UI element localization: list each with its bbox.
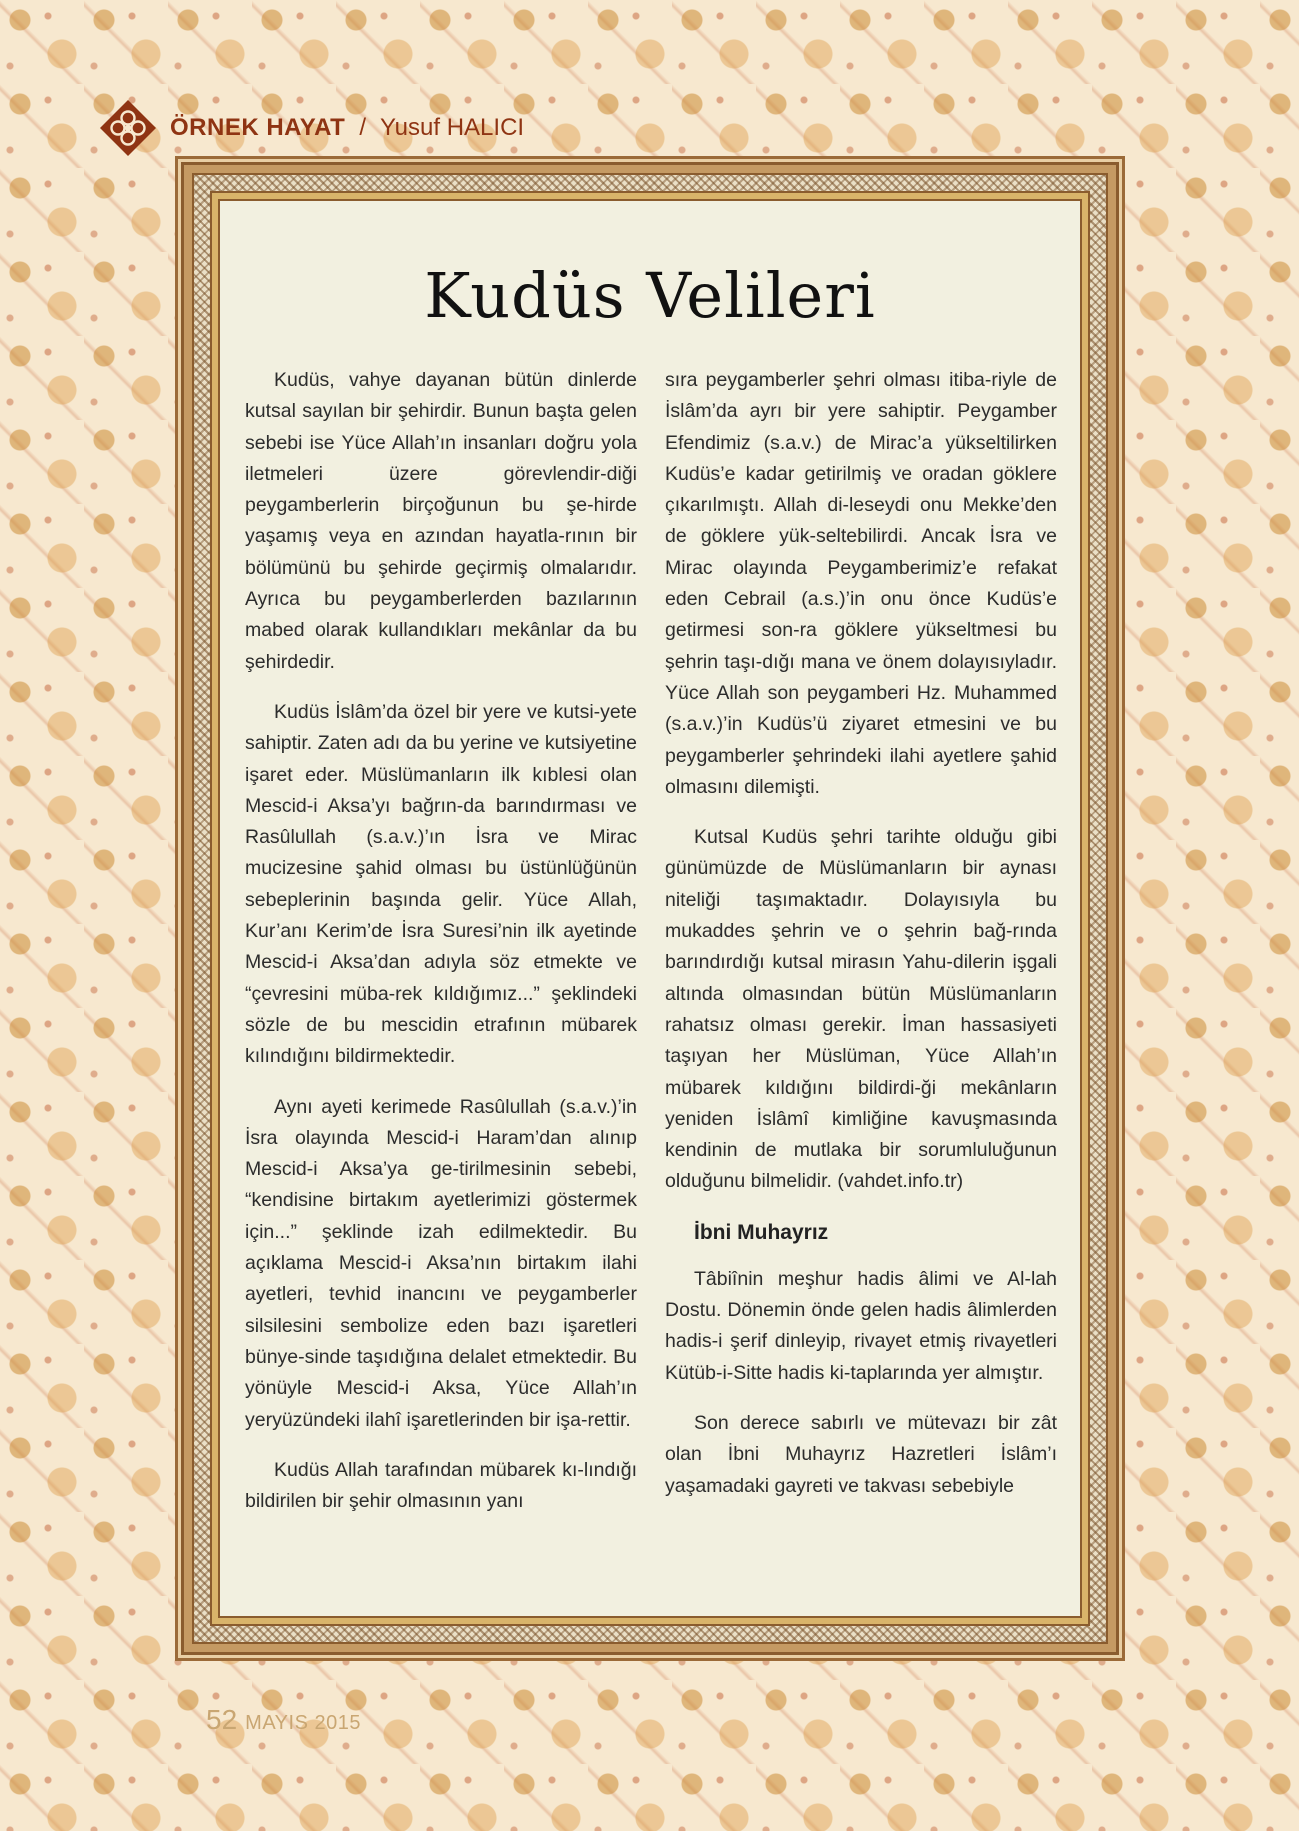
paragraph: Aynı ayeti kerimede Rasûlullah (s.a.v.)’in İsra olayında Mescid-i Haram’dan alınıp Mescid-i Aksa’ya ge-tirilmesinin sebebi, “kendisine birtakım ayetlerimizi göstermek için...” şeklinde izah edilmektedir. Bu açıklama Mescid-i Aksa’nın birtakım ilahi ayetleri, tevhid inancını ve peygamberler silsilesini sembolize eden bazı işaretleri bünye-sinde taşıdığına delalet etmektedir. Bu yönüyle Mescid-i Aksa, Yüce Allah’ın yeryüzündeki ilahî işaretlerinden bir işa-rettir. <box>245 1095 637 1431</box>
issue-date: MAYIS 2015 <box>245 1712 361 1734</box>
paragraph: Kudüs, vahye dayanan bütün dinlerde kutsal sayılan bir şehirdir. Bunun başta gelen sebebi ise Yüce Allah’ın insanları doğru yola iletmeleri üzere görevlendir-diği peygamberlerin birçoğunun bu şe-hirde yaşamış veya en azından hayatla-rının bir bölümünü bu şehirde geçirmiş olmalarıdır. Ayrıca bu peygamberlerden bazılarının mabed olarak kullandıkları mekânlar da bu şehirdedir. <box>245 369 637 673</box>
paragraph: Kudüs İslâm’da özel bir yere ve kutsi-yete sahiptir. Zaten adı da bu yerine ve kutsiyetine işaret eder. Müslümanların ilk kıblesi olan Mescid-i Aksa’yı bağrın-da barındırması ve Rasûlullah (s.a.v.)’ın İsra ve Mirac mucizesine şahid olması bu üstünlüğünün sebeplerinin başında gelir. Yüce Allah, Kur’anı Kerim’de İsra Suresi’nin ilk ayetinde Mescid-i Aksa’dan adıyla söz etmekte ve “çevresini müba-rek kıldığımız...” şeklindeki sözle de bu mescidin etrafının mübarek kılındığını bildirmektedir. <box>245 700 637 1068</box>
right-column <box>665 365 1057 1502</box>
paragraph: Tâbiînin meşhur hadis âlimi ve Al-lah Dostu. Dönemin önde gelen hadis âlimlerden hadis-i şerif dinleyip, rivayet etmiş rivayetleri Kütüb-i-Sitte hadis ki-taplarında yer almıştır. <box>665 1267 1057 1384</box>
left-column <box>245 365 637 1517</box>
floral-rosette-icon <box>98 98 158 158</box>
subheading: İbni Muhayrız <box>694 1220 829 1244</box>
page-footer <box>206 1704 361 1736</box>
paragraph-continued: sıra peygamberler şehri olması itiba-riyle de İslâm’da ayrı bir yere sahiptir. Peygamber Efendimiz (s.a.v.) de Mirac’a yükseltilirken Kudüs’e kadar getirilmiş ve oradan göklere çıkarılmıştı. Allah di-leseydi onu Mekke’den de göklere yük-seltebilirdi. Ancak İsra ve Mirac olayında Peygamberimiz’e refakat eden Cebrail (a.s.)’in onu önce Kudüs’e getirmesi son-ra göklere yükseltmesi bu şehrin taşı-dığı mana ve önem dolayısıyladır. Yüce Allah son peygamberi Hz. Muhammed (s.a.v.)’in Kudüs’ü ziyaret etmesini ve bu peygamberler şehrindeki ilahi ayetlere şahid olmasını dilemişti. <box>665 369 1057 798</box>
article-panel <box>218 199 1082 1618</box>
ornamental-frame <box>181 162 1119 1655</box>
paragraph: Kudüs Allah tarafından mübarek kı-lındığı bildirilen bir şehir olmasının yanı <box>245 1458 637 1513</box>
page-number: 52 <box>206 1704 238 1735</box>
section-label: ÖRNEK HAYAT <box>170 114 346 141</box>
article-title: Kudüs Velileri <box>424 259 876 332</box>
paragraph: Son derece sabırlı ve mütevazı bir zât olan İbni Muhayrız Hazretleri İslâm’ı yaşamadaki gayreti ve takvası sebebiyle <box>665 1411 1057 1497</box>
paragraph: Kutsal Kudüs şehri tarihte olduğu gibi günümüzde de Müslümanların bir aynası niteliği taşımaktadır. Dolayısıyla bu mukaddes şehrin ve o şehrin bağ-rında barındırdığı kutsal mirasın Yahu-dilerin işgali altında olmasından bütün Müslümanların rahatsız olması gerekir. İman hassasiyeti taşıyan her Müslüman, Yüce Allah’ın mübarek kıldığını bildirdi-ği mekânların yeniden İslâmî kimliğine kavuşmasında kendinin de mutlaka bir sorumluluğunun olduğunu bilmelidir. (vahdet.info.tr) <box>665 826 1057 1193</box>
article-header <box>98 96 524 160</box>
header-separator: / <box>359 114 366 141</box>
author-name: Yusuf HALICI <box>380 114 525 141</box>
